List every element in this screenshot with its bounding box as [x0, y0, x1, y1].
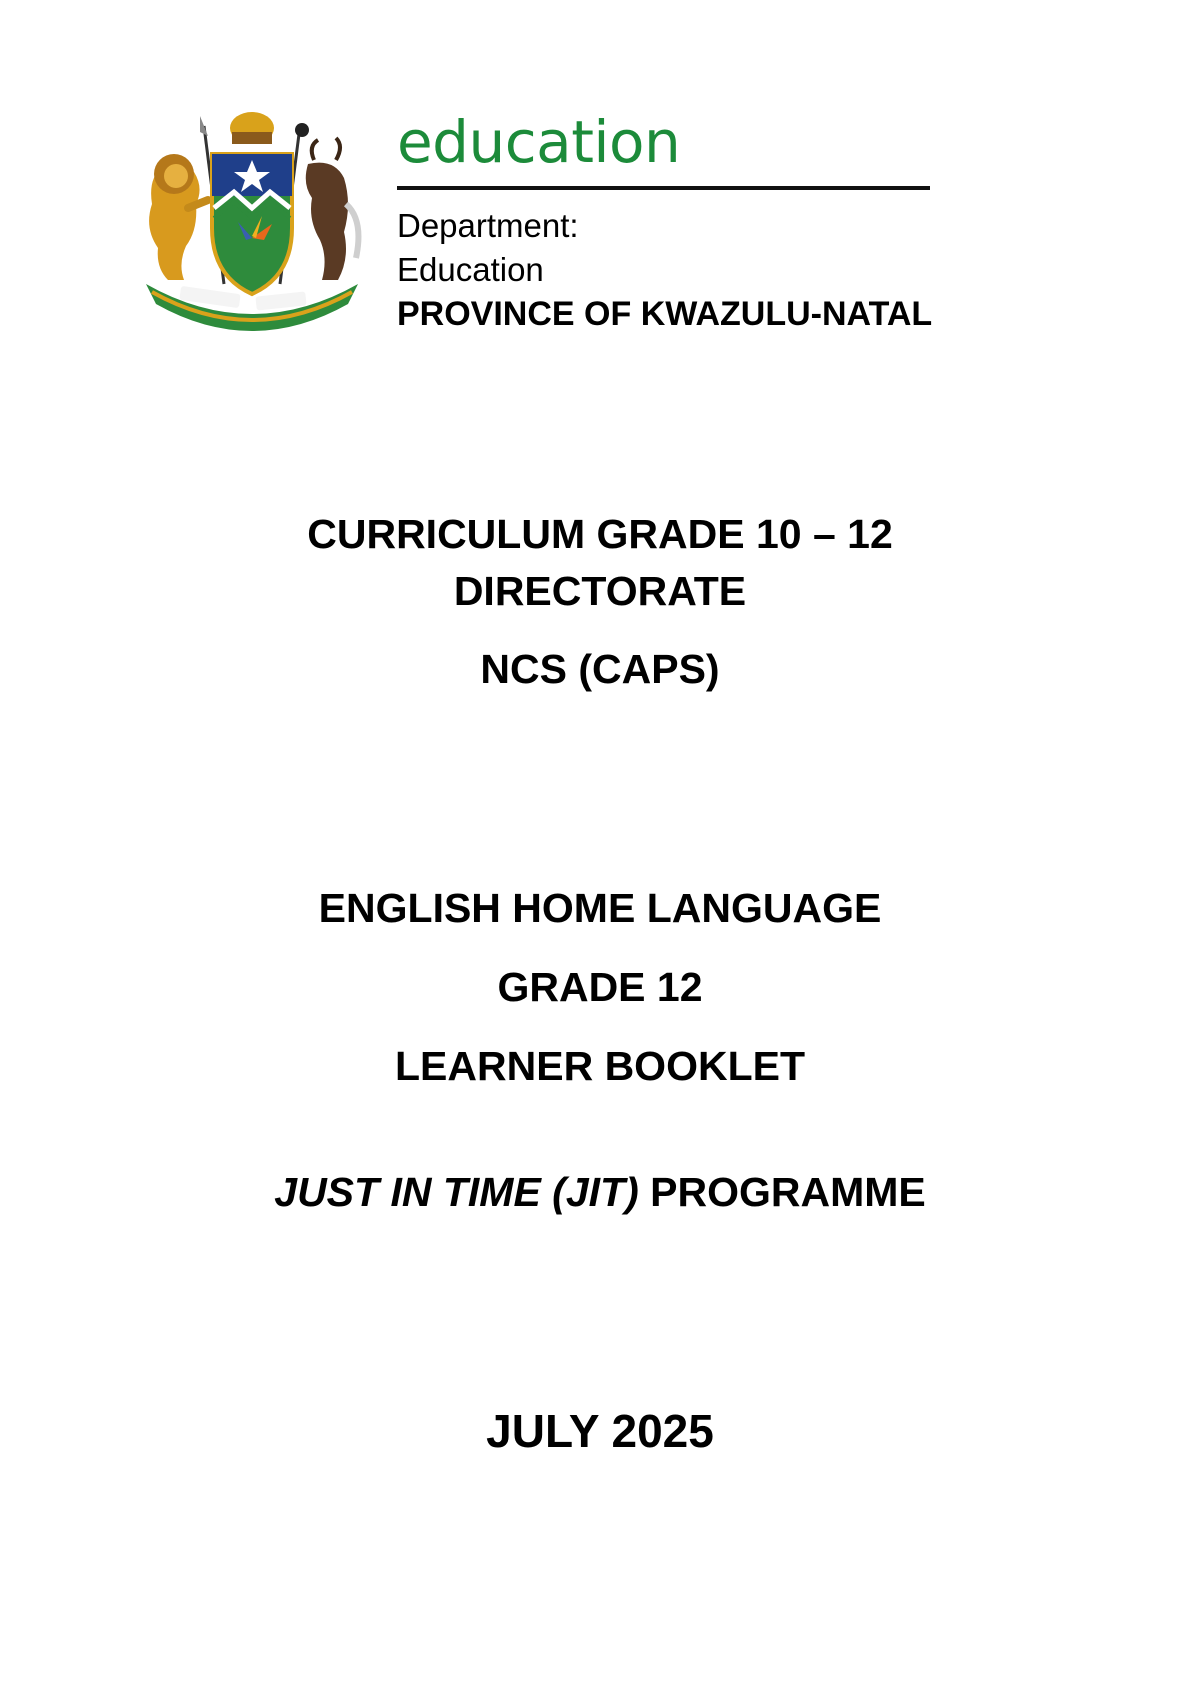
- programme-title: [0, 1168, 1200, 1216]
- province-name: PROVINCE OF KWAZULU-NATAL: [397, 295, 933, 333]
- grade-title: GRADE 12: [497, 964, 703, 1010]
- curriculum-title-line1: CURRICULUM GRADE 10 – 12: [307, 511, 893, 557]
- department-brand: [397, 108, 957, 336]
- publication-date: JULY 2025: [486, 1405, 714, 1457]
- coat-of-arms-icon: [138, 108, 366, 332]
- brand-divider: [397, 186, 930, 190]
- department-name: Education: [397, 251, 544, 288]
- curriculum-title-line2: DIRECTORATE: [453, 568, 747, 614]
- brand-wordmark: education: [397, 108, 681, 176]
- booklet-title: LEARNER BOOKLET: [395, 1043, 805, 1089]
- programme-title-italic: JUST IN TIME (JIT): [274, 1169, 639, 1215]
- programme-title-rest: PROGRAMME: [638, 1169, 926, 1215]
- subject-title: ENGLISH HOME LANGUAGE: [318, 885, 882, 931]
- department-label: Department:: [397, 207, 579, 244]
- ncs-caps-title: NCS (CAPS): [480, 646, 720, 692]
